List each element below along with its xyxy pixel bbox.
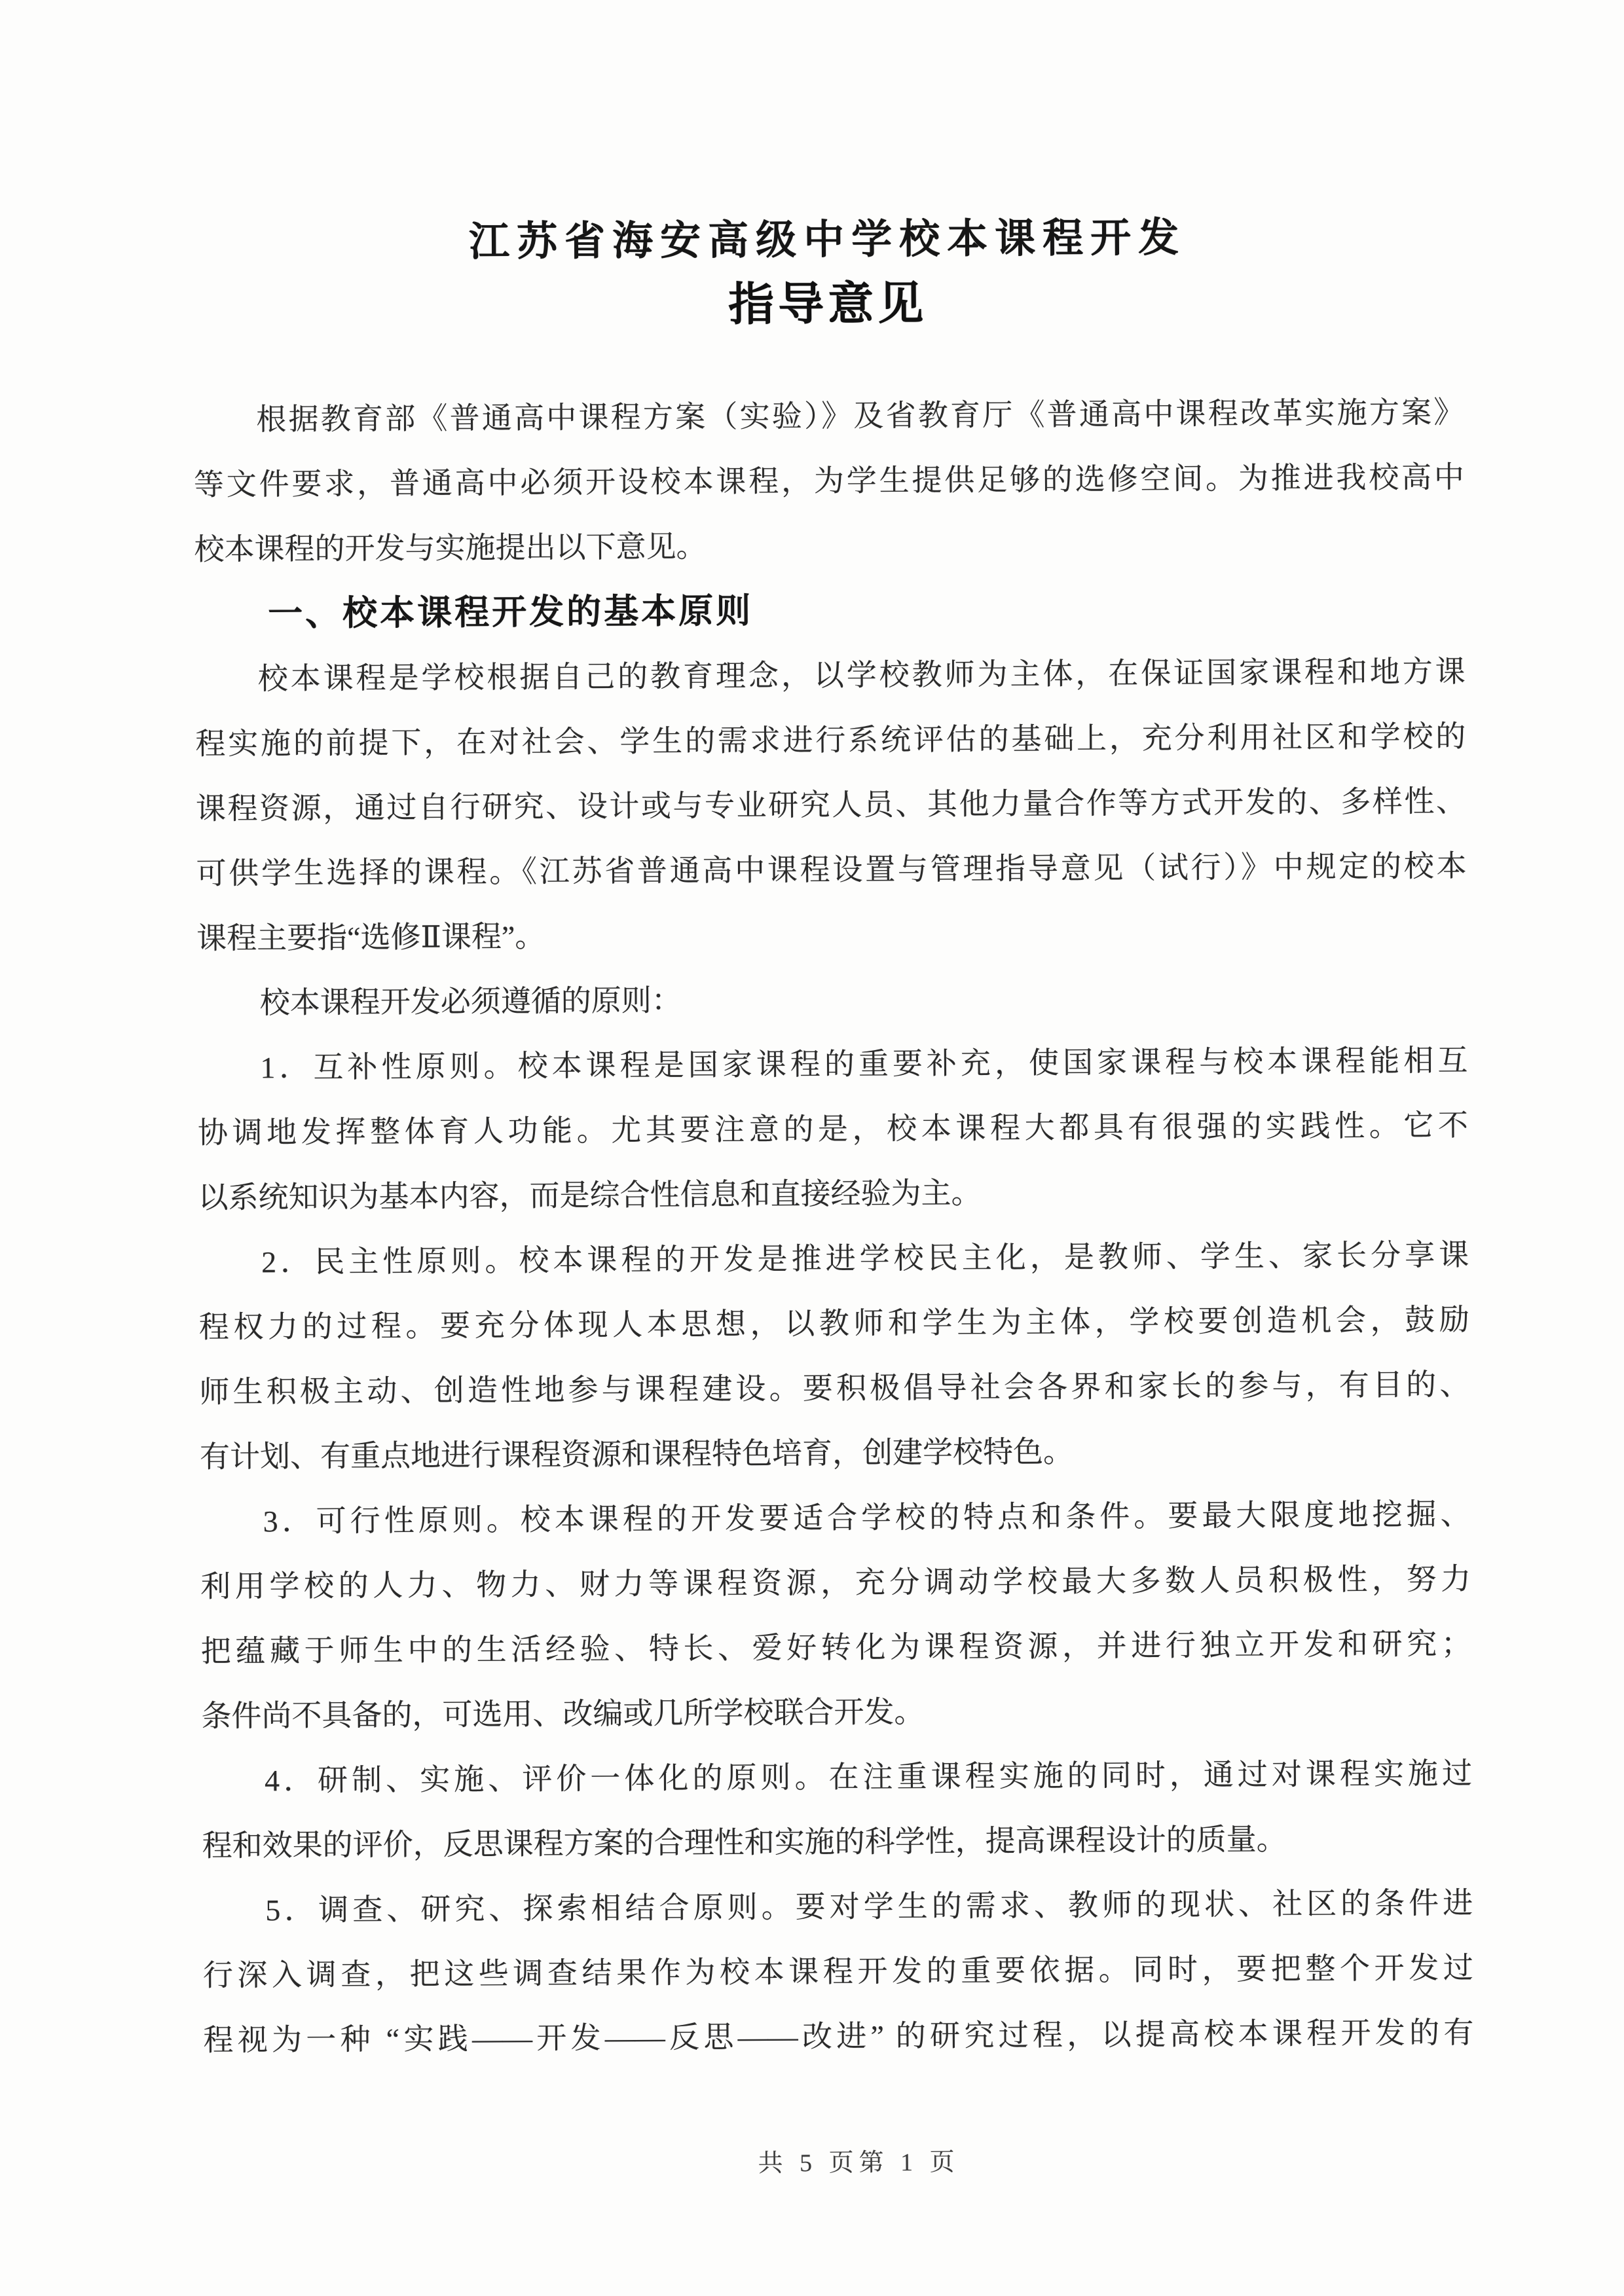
document-line: 4．研制、实施、评价一体化的原则。在注重课程实施的同时，通过对课程实施过 — [264, 1757, 1473, 1798]
document-line: 把蕴藏于师生中的生活经验、特长、爱好转化为课程资源，并进行独立开发和研究； — [200, 1627, 1471, 1669]
document-line: 协调地发挥整体育人功能。尤其要注意的是，校本课程大都具有很强的实践性。它不 — [197, 1108, 1469, 1150]
document-line: 行深入调查，把这些调查结果作为校本课程开发的重要依据。同时，要把整个开发过 — [202, 1951, 1473, 1993]
page-footer: 共 5 页第 1 页 — [758, 2148, 960, 2178]
document-line: 1．互补性原则。校本课程是国家课程的重要补充，使国家课程与校本课程能相互 — [260, 1044, 1468, 1085]
document-line: 有计划、有重点地进行课程资源和课程特色培育，创建学校特色。 — [199, 1435, 1074, 1474]
document-body — [193, 380, 1474, 2073]
document-line: 程实施的前提下，在对社会、学生的需求进行系统评估的基础上，充分利用社区和学校的 — [195, 720, 1466, 761]
document-line: 校本课程的开发与实施提出以下意见。 — [194, 530, 707, 567]
document-line: 可供学生选择的课程。《江苏省普通高中课程设置与管理指导意见（试行）》中规定的校本 — [196, 849, 1467, 891]
document-line: 校本课程开发必须遵循的原则： — [259, 983, 682, 1020]
section-heading: 一、校本课程开发的基本原则 — [267, 592, 754, 634]
document-title: 江苏省海安高级中学校本课程开发 — [468, 215, 1187, 265]
document-line: 课程主要指“选修Ⅱ课程”。 — [196, 920, 545, 956]
document-line: 师生积极主动、创造性地参与课程建设。要积极倡导社会各界和家长的参与，有目的、 — [199, 1368, 1470, 1410]
document-line: 程和效果的评价，反思课程方案的合理性和实施的科学性，提高课程设计的质量。 — [202, 1823, 1287, 1863]
document-subtitle: 指导意见 — [728, 278, 928, 331]
document-line: 3．可行性原则。校本课程的开发要适合学校的特点和条件。要最大限度地挖掘、 — [263, 1497, 1471, 1539]
document-line: 程权力的过程。要充分体现人本思想，以教师和学生为主体，学校要创造机会，鼓励 — [198, 1303, 1469, 1345]
document-line: 程视为一种 “实践——开发——反思——改进” 的研究过程，以提高校本课程开发的有 — [203, 2016, 1474, 2058]
document-line: 以系统知识为基本内容，而是综合性信息和直接经验为主。 — [198, 1176, 982, 1215]
document-line: 课程资源，通过自行研究、设计或与专业研究人员、其他力量合作等方式开发的、多样性、 — [195, 784, 1467, 826]
document-line: 根据教育部《普通高中课程方案（实验）》及省教育厅《普通高中课程改革实施方案》 — [256, 395, 1464, 437]
document-content — [191, 0, 1475, 2296]
document-line: 条件尚不具备的，可选用、改编或几所学校联合开发。 — [201, 1695, 925, 1734]
document-line: 2．民主性原则。校本课程的开发是推进学校民主化，是教师、学生、家长分享课 — [261, 1238, 1469, 1279]
document-line: 等文件要求，普通高中必须开设校本课程，为学生提供足够的选修空间。为推进我校高中 — [193, 460, 1465, 502]
document-line: 利用学校的人力、物力、财力等课程资源，充分调动学校最大多数人员积极性，努力 — [200, 1562, 1471, 1604]
document-line: 校本课程是学校根据自己的教育理念，以学校教师为主体，在保证国家课程和地方课 — [257, 655, 1466, 696]
document-line: 5．调查、研究、探索相结合原则。要对学生的需求、教师的现状、社区的条件进 — [265, 1886, 1473, 1927]
